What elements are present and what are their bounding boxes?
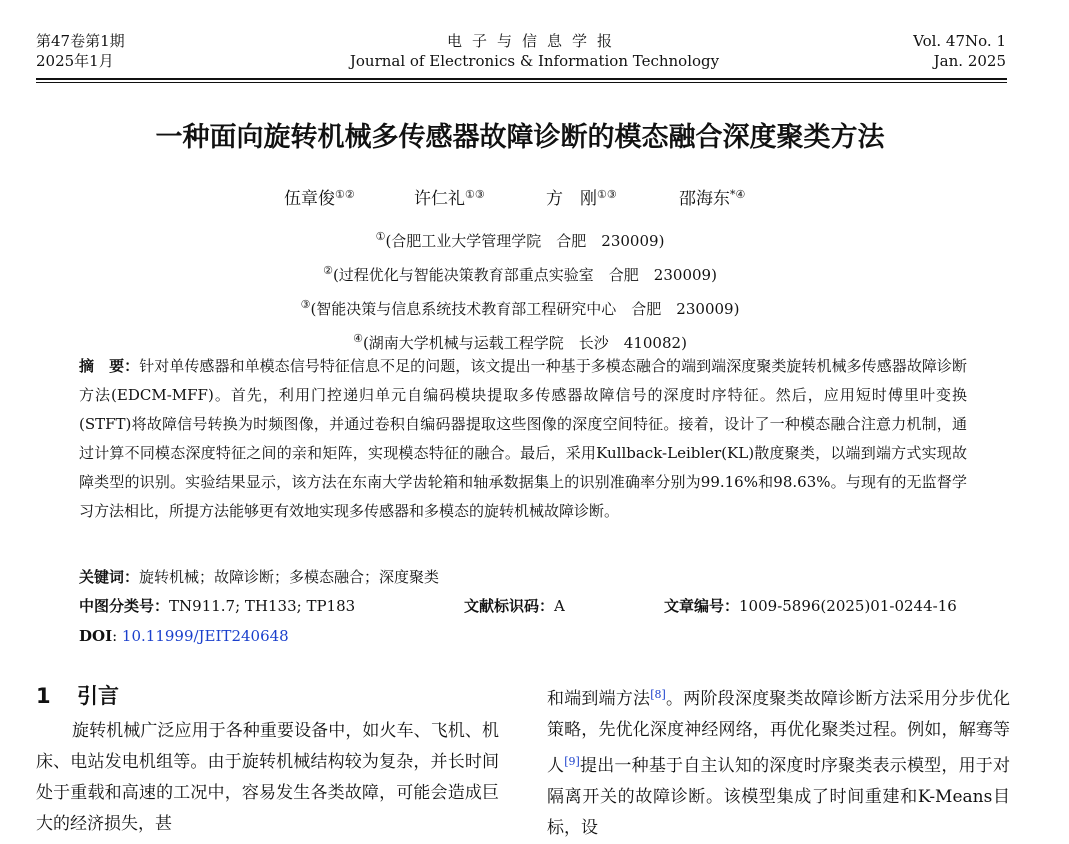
author: 方 刚①③ bbox=[546, 188, 617, 209]
citation-link[interactable]: [8] bbox=[650, 688, 666, 701]
article-number: 文章编号：1009-5896(2025)01-0244-16 bbox=[664, 597, 957, 615]
affiliation: ②(过程优化与智能决策教育部重点实验室 合肥 230009) bbox=[323, 264, 717, 284]
running-header-center bbox=[0, 31, 1069, 71]
header-rule-thick bbox=[36, 78, 1007, 80]
section-number: 1 bbox=[36, 684, 51, 708]
affiliation: ③(智能决策与信息系统技术教育部工程研究中心 合肥 230009) bbox=[300, 298, 740, 318]
doi-label: DOI bbox=[79, 627, 113, 645]
author: 许仁礼①③ bbox=[414, 188, 485, 209]
document-code: 文献标识码：A bbox=[464, 597, 565, 615]
keywords-label: 关键词： bbox=[79, 568, 140, 586]
body-left-column: 旋转机械广泛应用于各种重要设备中，如火车、飞机、机床、电站发电机组等。由于旋转机械结构较为复杂，并长时间处于重载和高速的工况中，容易发生各类故障，可能会造成巨大的经济损失，甚 bbox=[36, 721, 499, 834]
affiliation: ①(合肥工业大学管理学院 合肥 230009) bbox=[375, 230, 665, 250]
journal-name-en: Journal of Electronics & Information Technology bbox=[349, 52, 720, 70]
body-right-column: 和端到端方法[8]。两阶段深度聚类故障诊断方法采用分步优化策略，先优化深度神经网络，再优化聚类过程。例如，解骞等人[9]提出一种基于自主认知的深度时序聚类表示模型，用于对隔离开关的故障诊断。该模型集成了时间重建和K-Means目标，设 bbox=[547, 688, 1011, 838]
abstract bbox=[79, 352, 967, 526]
volume-en: Vol. 47No. 1 bbox=[913, 32, 1006, 50]
section-heading bbox=[36, 682, 119, 710]
affiliation-list bbox=[0, 222, 1040, 358]
paper-title: 一种面向旋转机械多传感器故障诊断的模态融合深度聚类方法 bbox=[155, 122, 885, 153]
keywords bbox=[79, 566, 439, 588]
clc-number: 中图分类号：TN911.7; TH133; TP183 bbox=[79, 597, 356, 615]
date-en: Jan. 2025 bbox=[933, 52, 1006, 70]
date-cn: 2025年1月 bbox=[36, 52, 114, 70]
doi-link[interactable]: 10.11999/JEIT240648 bbox=[121, 627, 289, 645]
citation-link[interactable]: [9] bbox=[564, 755, 580, 768]
journal-name-cn: 电子与信息学报 bbox=[446, 32, 622, 50]
header-rule-thin bbox=[36, 82, 1007, 83]
volume-cn: 第47卷第1期 bbox=[36, 32, 125, 50]
keywords-text: 旋转机械；故障诊断；多模态融合；深度聚类 bbox=[139, 568, 440, 586]
author: 伍章俊①② bbox=[284, 188, 355, 209]
doi: DOI: 10.11999/JEIT240648 bbox=[79, 627, 289, 645]
abstract-label: 摘 要： bbox=[79, 357, 140, 375]
author-corresponding: 邵海东*④ bbox=[679, 188, 746, 209]
abstract-text: 针对单传感器和单模态信号特征信息不足的问题，该文提出一种基于多模态融合的端到端深度聚类旋转机械多传感器故障诊断方法(EDCM-MFF)。首先，利用门控递归单元自编码模块提取多传感器故障信号的深度时序特征。然后，应用短时傅里叶变换(STFT)将故障信号转换为时频图像，并通过卷积自编码器提取这些图像的深度空间特征。接着，设计了一种模态融合注意力机制，通过计算不同模态深度特征之间的亲和矩阵，实现模态特征的融合。最后，采用Kullback-Leibler(KL)散度聚类，以端到端方式实现故障类型的识别。实验结果显示，该方法在东南大学齿轮箱和轴承数据集上的识别准确率分别为99.16%和98.63%。与现有的无监督学习方法相比，所提方法能够更有效地实现多传感器和多模态的旋转机械故障诊断。 bbox=[79, 357, 967, 520]
affiliation: ④(湖南大学机械与运载工程学院 长沙 410082) bbox=[353, 332, 687, 352]
running-header-right bbox=[913, 31, 1006, 71]
section-title: 引言 bbox=[77, 684, 119, 708]
